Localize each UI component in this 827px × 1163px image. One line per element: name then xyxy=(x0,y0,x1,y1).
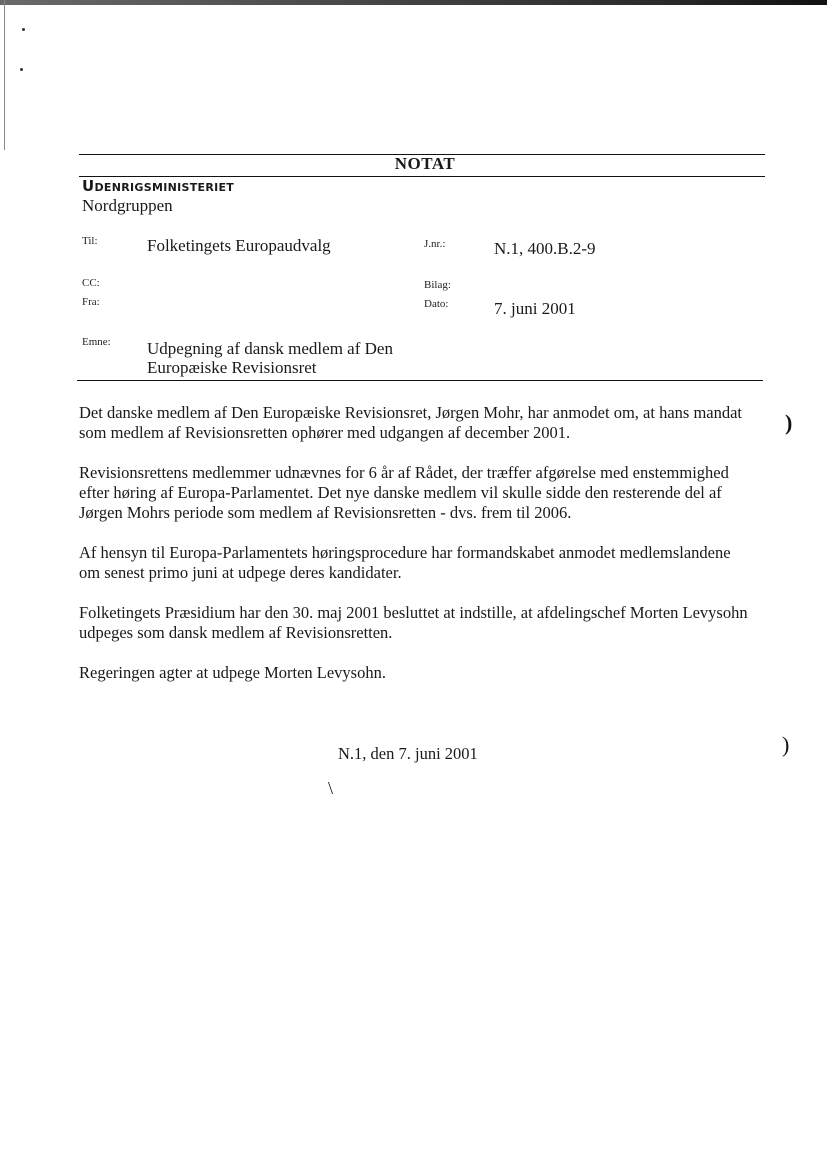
body-paragraph: Folketingets Præsidium har den 30. maj 2001 besluttet at indstille, at afdelingschef Morten Levysohn udpeges som dansk medlem af Revisionsretten. xyxy=(79,603,748,642)
memo-body xyxy=(79,403,754,703)
dato-value: 7. juni 2001 xyxy=(494,299,576,318)
emne-label: Emne: xyxy=(82,336,111,348)
dato-label: Dato: xyxy=(424,298,449,310)
jnr-value: N.1, 400.B.2-9 xyxy=(494,239,596,258)
ministry-name: Udenrigsministeriet xyxy=(82,177,235,195)
department-name: Nordgruppen xyxy=(82,196,173,215)
header-rule-bottom xyxy=(77,380,763,381)
emne-value-line2: Europæiske Revisionsret xyxy=(147,358,317,377)
cc-label: CC: xyxy=(82,277,100,289)
signoff-line: N.1, den 7. juni 2001 xyxy=(338,744,478,763)
body-paragraph: Af hensyn til Europa-Parlamentets høringsprocedure har formandskabet anmodet medlemslandene om senest primo juni at udpege deres kandidater. xyxy=(79,543,731,582)
scan-speck xyxy=(22,28,25,31)
fra-label: Fra: xyxy=(82,296,100,308)
scan-speck xyxy=(20,68,23,71)
jnr-label: J.nr.: xyxy=(424,238,446,250)
til-label: Til: xyxy=(82,235,98,247)
til-value: Folketingets Europaudvalg xyxy=(147,236,331,255)
body-paragraph: Revisionsrettens medlemmer udnævnes for 6 år af Rådet, der træffer afgørelse med enstemmighed efter høring af Europa-Parlamentet. Det nye danske medlem vil skulle sidde den resterende del af Jørgen Mohrs periode som medlem af Revisionsretten - dvs. frem til 2006. xyxy=(79,463,729,522)
pen-tick-mark: \ xyxy=(328,778,334,798)
scan-border-left xyxy=(4,0,5,150)
emne-value-line1: Udpegning af dansk medlem af Den xyxy=(147,339,393,358)
scan-border-top xyxy=(0,0,827,5)
body-paragraph: Regeringen agter at udpege Morten Levysohn. xyxy=(79,663,386,682)
handwritten-bracket-mark: ) xyxy=(782,732,790,757)
memo-title: NOTAT xyxy=(394,154,456,173)
handwritten-bracket-mark: ) xyxy=(785,410,793,435)
bilag-label: Bilag: xyxy=(424,279,451,291)
body-paragraph: Det danske medlem af Den Europæiske Revisionsret, Jørgen Mohr, har anmodet om, at hans mandat som medlem af Revisionsretten ophører med udgangen af december 2001. xyxy=(79,403,743,442)
